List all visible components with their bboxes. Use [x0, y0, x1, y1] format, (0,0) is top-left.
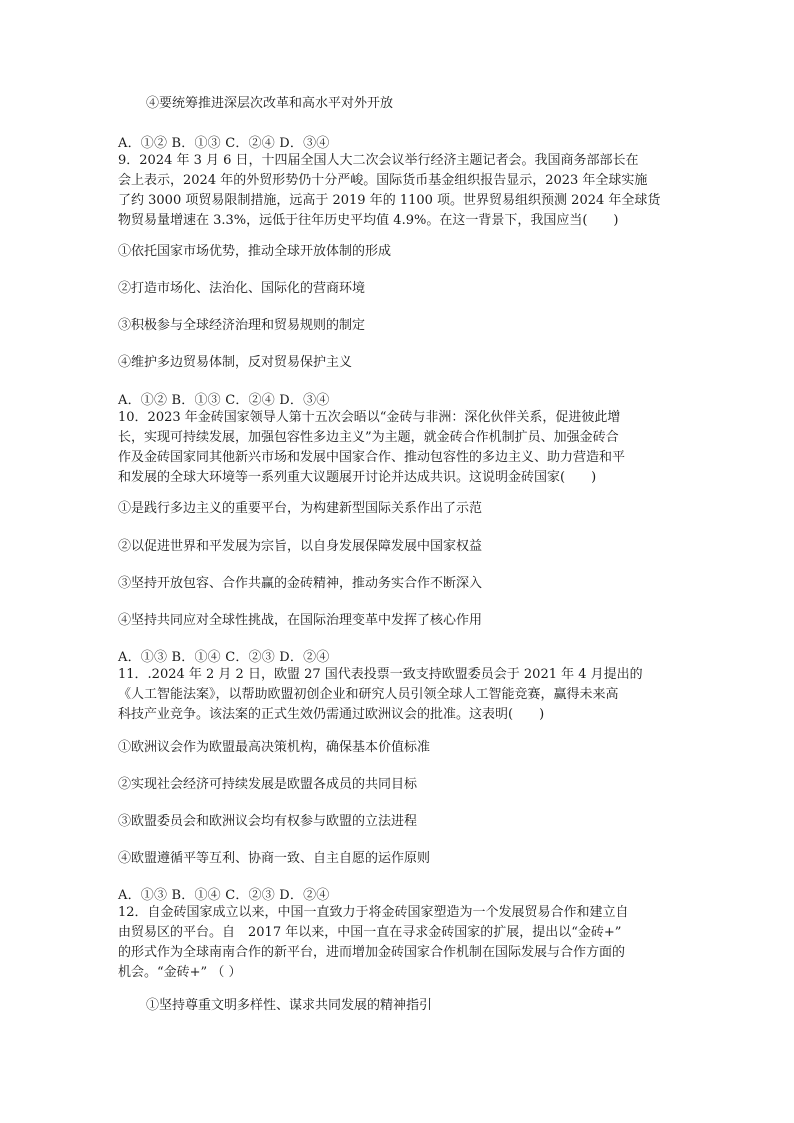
q12-stem-line-4: 机会。“金砖+” （ ） [118, 965, 242, 980]
q9-stem [118, 151, 678, 231]
q10-option-3: ③坚持开放包容、合作共赢的金砖精神，推动务实合作不断深入 [118, 576, 483, 591]
q11-stem-line-1: 11．.2024 年 2 月 2 日，欧盟 27 国代表投票一致支持欧盟委员会于 2021 年 4 月提出的 [118, 667, 643, 682]
q9-option-2: ②打造市场化、法治化、国际化的营商环境 [118, 281, 366, 296]
q8-answer-choices: A．①② B．①③ C．②④ D．③④ [118, 136, 330, 151]
q11-option-4: ④欧盟遵循平等互利、协商一致、自主自愿的运作原则 [118, 851, 431, 866]
q10-stem [118, 408, 678, 488]
q12-stem-line-3: 的形式作为全球南南合作的新平台，进而增加金砖国家合作机制在国际发展与合作方面的 [118, 945, 626, 960]
q9-stem-line-3: 了约 3000 项贸易限制措施，远高于 2019 年的 1100 项。世界贸易组织预测 2024 年全球货 [118, 193, 661, 208]
q9-stem-line-1: 9．2024 年 3 月 6 日，十四届全国人大二次会议举行经济主题记者会。我国商务部部长在 [118, 153, 639, 168]
q10-stem-line-2: 长，实现可持续发展，加强包容性多边主义”为主题，就金砖合作机制扩员、加强金砖合 [118, 430, 619, 445]
q9-option-4: ④维护多边贸易体制，反对贸易保护主义 [118, 355, 353, 370]
q10-option-1: ①是践行多边主义的重要平台，为构建新型国际关系作出了示范 [118, 501, 483, 516]
q9-option-1: ①依托国家市场优势，推动全球开放体制的形成 [118, 244, 392, 259]
q9-answer-choices: A．①② B．①③ C．②④ D．③④ [118, 393, 330, 408]
q10-answer-choices: A．①③ B．①④ C．②③ D．②④ [118, 650, 330, 665]
q11-stem-line-3: 科技产业竞争。该法案的正式生效仍需通过欧洲议会的批准。这表明( ) [118, 707, 545, 722]
q11-stem-line-2: 《人工智能法案》，以帮助欧盟初创企业和研究人员引领全球人工智能竞赛，赢得未来高 [118, 687, 619, 702]
q12-stem-line-1: 12．自金砖国家成立以来，中国一直致力于将金砖国家塑造为一个发展贸易合作和建立自 [118, 905, 629, 920]
q11-option-1: ①欧洲议会作为欧盟最高决策机构，确保基本价值标准 [118, 740, 431, 755]
q11-answer-choices: A．①③ B．①④ C．②③ D．②④ [118, 888, 330, 903]
q12-option-1: ①坚持尊重文明多样性、谋求共同发展的精神指引 [146, 998, 433, 1013]
q12-stem-line-2: 由贸易区的平台。自 2017 年以来，中国一直在寻求金砖国家的扩展，提出以“金砖+” [118, 925, 622, 940]
q11-option-3: ③欧盟委员会和欧洲议会均有权参与欧盟的立法进程 [118, 814, 418, 829]
q10-option-2: ②以促进世界和平发展为宗旨，以自身发展保障发展中国家权益 [118, 539, 483, 554]
q9-stem-line-2: 会上表示，2024 年的外贸形势仍十分严峻。国际货币基金组织报告显示，2023 年全球实施 [118, 173, 648, 188]
q9-stem-line-4: 物贸易量增速在 3.3%，远低于往年历史平均值 4.9%。在这一背景下，我国应当( ) [118, 213, 619, 228]
q12-stem [118, 903, 678, 983]
q10-stem-line-3: 作及金砖国家同其他新兴市场和发展中国家合作、推动包容性的多边主义、助力营造和平 [118, 450, 626, 465]
q10-stem-line-4: 和发展的全球大环境等一系列重大议题展开讨论并达成共识。这说明金砖国家( ) [118, 470, 597, 485]
q10-stem-line-1: 10．2023 年金砖国家领导人第十五次会晤以“金砖与非洲：深化伙伴关系，促进彼此增 [118, 410, 621, 425]
q10-option-4: ④坚持共同应对全球性挑战，在国际治理变革中发挥了核心作用 [118, 613, 483, 628]
q11-option-2: ②实现社会经济可持续发展是欧盟各成员的共同目标 [118, 777, 418, 792]
q9-option-3: ③积极参与全球经济治理和贸易规则的制定 [118, 318, 366, 333]
q8-option-4: ④要统筹推进深层次改革和高水平对外开放 [146, 96, 394, 111]
q11-stem [118, 665, 678, 725]
